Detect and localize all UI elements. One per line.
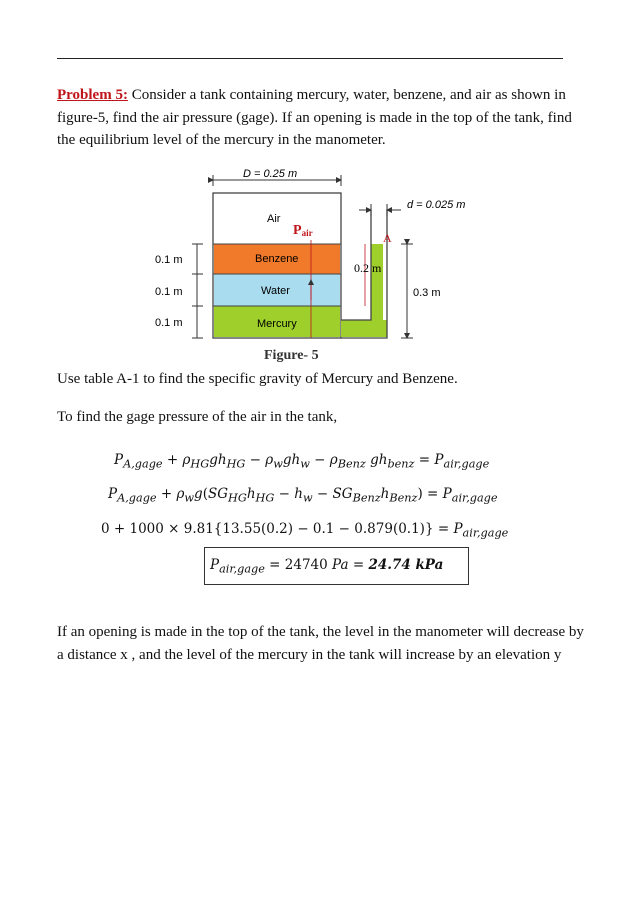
figure-caption: Figure- 5 [264, 348, 319, 363]
equation-1: $P_{A,gage} + \rho_{HG}gh_{HG} - \rho_wgh_w - \rho_{Benz}$ $gh_{benz} = P_{air,gage}$ [114, 452, 490, 471]
problem-text: Consider a tank containing mercury, water, benzene, and air as shown in figure-5, find the air pressure (gage). If an opening is made in the top of the tank, find the equilibrium level of the mercury in the manometer. [57, 87, 572, 148]
pair-label: Pair [293, 223, 313, 238]
dim-mercury: 0.1 m [155, 317, 183, 329]
result-equation: $P_{air,gage} = 24740$ Pa = 24.74 kPa [210, 557, 444, 576]
point-a-label: A [383, 231, 392, 245]
figure-5 [145, 160, 485, 370]
dim-0-3: 0.3 m [413, 287, 441, 299]
air-label: Air [267, 213, 281, 225]
equation-2: $P_{A,gage} + \rho_wg(SG_{HG}h_{HG} - h_w - SG_{Benz}h_{Benz}) = P_{air,gage}$ [108, 486, 498, 505]
instruction-text: Use table A-1 to find the specific gravity of Mercury and Benzene. [57, 371, 458, 387]
equation-3: $0 + 1000 \times 9.81\{13.55(0.2) - 0.1 - 0.879(0.1)\} = P_{air,gage}$ [101, 521, 509, 540]
gage-intro-text: To find the gage pressure of the air in the tank, [57, 409, 338, 425]
dim-water: 0.1 m [155, 286, 183, 298]
problem-title: Problem 5: [57, 87, 128, 103]
water-label: Water [261, 285, 290, 297]
manometer-column [371, 244, 383, 324]
top-rule [57, 58, 563, 59]
benzene-label: Benzene [255, 253, 299, 265]
d-big-label: D = 0.25 m [243, 168, 298, 180]
opening-text: If an opening is made in the top of the tank, the level in the manometer will decrease by a distance x , and the level of the mercury in the tank will increase by an elevation y [57, 624, 584, 663]
mercury-label: Mercury [257, 318, 297, 330]
problem-statement [57, 84, 587, 152]
dim-benzene: 0.1 m [155, 254, 183, 266]
d-small-label: d = 0.025 m [407, 199, 466, 211]
dim-0-2: 0.2 m [354, 261, 382, 275]
